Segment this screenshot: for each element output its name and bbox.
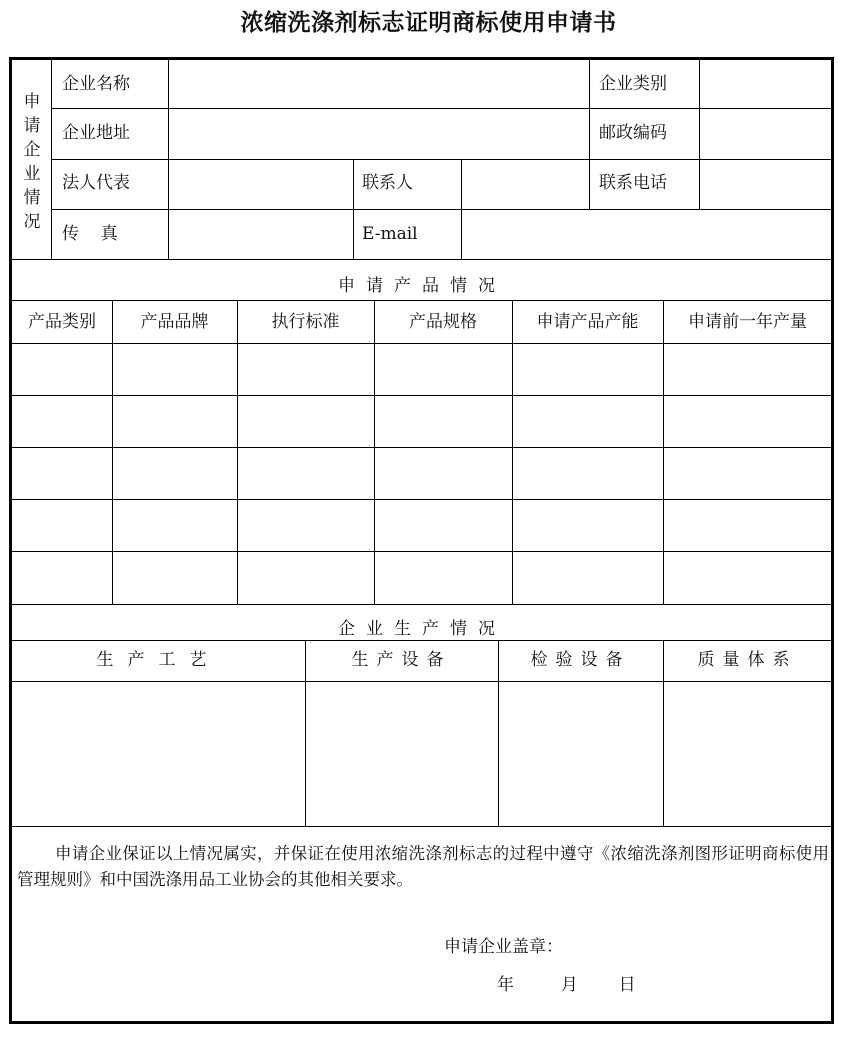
side-label-char: 申: [23, 92, 41, 112]
section-divider: [12, 826, 832, 827]
date-month-label: 月: [560, 975, 578, 995]
date-day-label: 日: [618, 975, 636, 995]
postcode-label: 邮政编码: [599, 123, 667, 143]
side-label-char: 情: [23, 188, 41, 208]
production-header-equipment: 生产设备: [351, 650, 452, 670]
side-label-char: 请: [23, 116, 41, 136]
legal-representative-label: 法人代表: [62, 173, 130, 193]
column-divider: [353, 159, 354, 259]
product-header-brand: 产品品牌: [140, 312, 209, 332]
declaration-text: 申请企业保证以上情况属实，并保证在使用浓缩洗涤剂标志的过程中遵守《浓缩洗涤剂图形证明商标使用管理规则》和中国洗涤用品工业协会的其他相关要求。: [17, 844, 829, 889]
company-address-label: 企业地址: [62, 123, 130, 143]
contact-person-label: 联系人: [362, 173, 413, 193]
company-name-label: 企业名称: [62, 74, 130, 94]
row-divider: [12, 499, 832, 500]
company-seal-label: 申请企业盖章：: [444, 937, 563, 957]
column-divider: [461, 159, 462, 259]
column-divider: [237, 300, 238, 604]
section-divider: [12, 259, 832, 260]
date-line: [497, 970, 636, 995]
product-header-category: 产品类别: [28, 312, 96, 332]
product-header-standard: 执行标准: [271, 312, 340, 332]
column-divider: [112, 300, 113, 604]
product-header-capacity: 申请产品产能: [536, 312, 639, 332]
column-divider: [589, 60, 590, 210]
column-divider: [374, 300, 375, 604]
column-divider: [699, 60, 700, 210]
date-year-label: 年: [497, 975, 514, 995]
section-divider: [12, 604, 832, 605]
product-section-title: 申请产品情况: [338, 276, 506, 296]
product-header-spec: 产品规格: [409, 312, 477, 332]
document-title: 浓缩洗涤剂标志证明商标使用申请书: [240, 9, 617, 36]
side-label-char: 业: [23, 164, 41, 184]
company-type-label: 企业类别: [599, 74, 667, 94]
row-divider: [12, 551, 832, 552]
header-divider: [12, 343, 832, 344]
email-label: E-mail: [362, 224, 418, 244]
production-header-quality: 质量体系: [697, 650, 798, 670]
side-label-char: 况: [23, 212, 41, 232]
production-header-process: 生产工艺: [96, 650, 221, 670]
production-section-title: 企业生产情况: [338, 619, 506, 639]
column-divider: [663, 300, 664, 604]
applicant-side-label: [12, 90, 52, 234]
section-divider: [12, 640, 832, 641]
column-divider: [168, 60, 169, 259]
section-divider: [12, 300, 832, 301]
row-divider: [12, 395, 832, 396]
contact-phone-label: 联系电话: [599, 173, 667, 193]
production-header-inspection: 检验设备: [530, 650, 631, 670]
product-header-prior-output: 申请前一年产量: [688, 312, 807, 332]
column-divider: [512, 300, 513, 604]
header-divider: [12, 681, 832, 682]
side-label-char: 企: [23, 140, 41, 160]
fax-label: 传 真: [62, 224, 118, 244]
row-divider: [12, 447, 832, 448]
